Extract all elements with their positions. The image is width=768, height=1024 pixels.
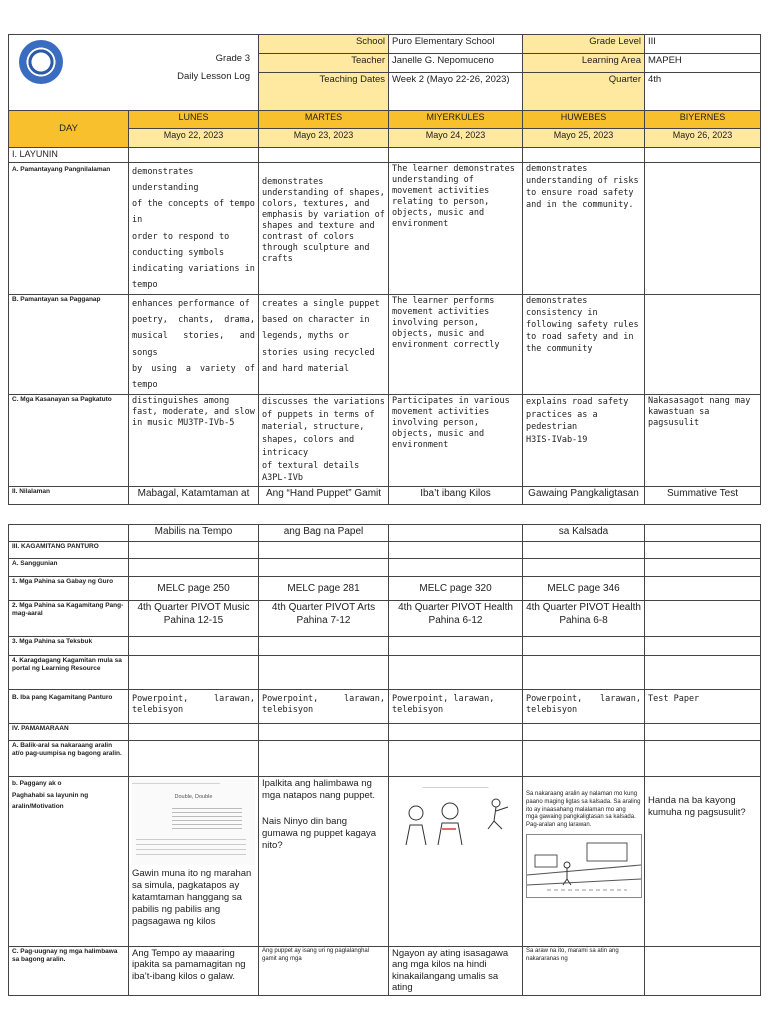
mag-aaral-lunes: 4th Quarter PIVOT Music Pahina 12-15 — [129, 601, 259, 637]
motivation-lunes — [129, 777, 259, 947]
day-date: Mayo 25, 2023 — [523, 129, 645, 148]
cell-b-huwebes — [523, 295, 645, 395]
pag-uugnay-lunes: Ang Tempo ay maaaring ipakita sa pamamagitan ng iba’t-ibang kilos o galaw. — [129, 947, 259, 996]
row-label-gabay-ng-guro: 1. Mga Pahina sa Gabay ng Guro — [9, 577, 129, 601]
nilalaman-huwebes: Gawaing Pangkaligtasan — [523, 487, 645, 505]
cell-a-huwebes — [523, 163, 645, 295]
day-date: Mayo 24, 2023 — [389, 129, 523, 148]
exercise-illustration — [392, 785, 519, 855]
day-name: LUNES — [129, 111, 259, 129]
row-label-nilalaman: II. Nilalaman — [9, 487, 129, 505]
cell-b-miyerkules — [389, 295, 523, 395]
nilalaman-miyerkules: Iba’t ibang Kilos — [389, 487, 523, 505]
grade-text: Grade 3 — [215, 53, 250, 64]
iba-lunes: Powerpoint, larawan, telebisyon — [129, 690, 259, 724]
cell-text: explains road safety practices as a pedestrian H3IS-IVab-19 — [526, 396, 629, 446]
motivation-lunes-text: Gawin muna ito ng marahan sa simula, pagkatapos ay katamtaman hanggang sa pabilis ng pabilis ang pagsagawa ng kilos — [132, 868, 252, 927]
quarter-value: 4th — [645, 73, 761, 111]
day-label: DAY — [9, 111, 129, 148]
day-name: HUWEBES — [523, 111, 645, 129]
image-line: ———————————————— — [132, 781, 220, 787]
day-date: Mayo 26, 2023 — [645, 129, 761, 148]
dates-label: Teaching Dates — [259, 73, 389, 111]
cell-text: demonstrates understanding of the concepts of tempo in order to respond to conducting symbols indicating variations in tempo — [132, 167, 255, 290]
day-date: Mayo 22, 2023 — [129, 129, 259, 148]
cell-text: discusses the variations of puppets in terms of material, structure, shapes, colors and intricacy of textural details A3PL-IVb — [262, 396, 385, 484]
cell-text: demonstrates consistency in following safety rules to road safety and in the community — [526, 296, 639, 354]
motivation-huwebes — [523, 777, 645, 947]
row-label-pamantayang-pangnilalaman: A. Pamantayang Pangnilalaman — [9, 163, 129, 295]
quarter-label: Quarter — [523, 73, 645, 111]
teacher-label: Teacher — [259, 54, 389, 73]
grade-level-value: III — [645, 35, 761, 54]
row-label-iba-pang-kagamitan: B. Iba pang Kagamitang Panturo — [9, 690, 129, 724]
day-name: MIYERKULES — [389, 111, 523, 129]
row-label-pamantayan-sa-pagganap: B. Pamantayan sa Pagganap — [9, 295, 129, 395]
row-label-sanggunian: A. Sanggunian — [9, 559, 129, 577]
cell-c-martes — [259, 394, 389, 486]
cell-c-lunes: distinguishes among fast, moderate, and slow in music MU3TP-IVb-5 — [129, 394, 259, 486]
nilalaman-martes: Ang “Hand Puppet” Gamit — [259, 487, 389, 505]
song-lines-block — [172, 805, 242, 829]
cell-text: demonstrates understanding of risks to ensure road safety and in the community. — [526, 164, 639, 210]
cell-text: Sa nakaraang aralin ay nalaman mo kung paano maging ligtas sa kalsada. Sa araling ito ay inaasahang malalaman mo ang mga gawaing pangkaligtasan sa kalsada. Pag-aralan ang larawan. — [526, 791, 641, 829]
row-label-balik-aral: A. Balik-aral sa nakaraang aralin at/o pag-uumpisa ng bagong aralin. — [9, 741, 129, 777]
cell-text: The learner demonstrates understanding of movement activities relating to person, objects, music and environment — [392, 164, 515, 230]
motivation-martes — [259, 777, 389, 947]
motivation-biyernes: Handa na ba kayong kumuha ng pagsusulit? — [645, 777, 761, 947]
mag-aaral-biyernes — [645, 601, 761, 637]
day-name: MARTES — [259, 111, 389, 129]
cell-a-biyernes — [645, 163, 761, 295]
motivation-miyerkules — [389, 777, 523, 947]
mag-aaral-martes: 4th Quarter PIVOT Arts Pahina 7-12 — [259, 601, 389, 637]
day-date: Mayo 23, 2023 — [259, 129, 389, 148]
cell-text: creates a single puppet based on character in legends, myths or stories using recycled and hard material — [262, 299, 380, 374]
section-layunin: I. LAYUNIN — [9, 148, 129, 163]
cell-c-huwebes — [523, 394, 645, 486]
section-kagamitang-panturo: III. KAGAMITANG PANTURO — [9, 542, 129, 559]
school-value: Puro Elementary School — [389, 35, 523, 54]
section-pamamaraan: IV. PAMAMARAAN — [9, 724, 129, 741]
cell-a-lunes — [129, 163, 259, 295]
row-label-pag-uugnay: C. Pag-uugnay ng mga halimbawa sa bagong aralin. — [9, 947, 129, 996]
learning-area-value: MAPEH — [645, 54, 761, 73]
instruction-lines-block — [136, 835, 246, 857]
cell-b-biyernes — [645, 295, 761, 395]
iba-biyernes: Test Paper — [645, 690, 761, 724]
iba-miyerkules: Powerpoint, larawan, telebisyon — [389, 690, 523, 724]
deped-seal-logo — [19, 40, 63, 84]
log-title: Daily Lesson Log — [177, 71, 250, 82]
children-exercise-drawing — [398, 795, 518, 855]
lesson-log-top-table — [8, 34, 761, 505]
gabay-miyerkules: MELC page 320 — [389, 577, 523, 601]
double-double-image — [132, 779, 255, 865]
martes-para-2: Nais Ninyo din bang gumawa ng puppet kagaya nito? — [262, 815, 377, 851]
cell-a-martes — [259, 163, 389, 295]
pag-uugnay-miyerkules: Ngayon ay ating isasagawa ang mga kilos na hindi kinakailangang umalis sa ating — [389, 947, 523, 996]
cell-text: b. Paggany ak o Paghahabi sa layunin ng aralin/Motivation — [12, 780, 89, 811]
row-label-paggany-ak — [9, 777, 129, 947]
nilalaman-biyernes: Summative Test — [645, 487, 761, 505]
lesson-log-bottom-table — [8, 524, 761, 996]
martes-para-1: Ipalkita ang halimbawa ng mga natapos nang puppet. — [262, 778, 376, 801]
day-name: BIYERNES — [645, 111, 761, 129]
double-double-title: Double, Double — [174, 794, 213, 801]
school-label: School — [259, 35, 389, 54]
row-label-kagamitang-pang-mag-aaral: 2. Mga Pahina sa Kagamitang Pang-mag-aaral — [9, 601, 129, 637]
gabay-lunes: MELC page 250 — [129, 577, 259, 601]
gabay-biyernes — [645, 577, 761, 601]
iba-martes: Powerpoint, larawan, telebisyon — [259, 690, 389, 724]
road-safety-illustration — [526, 834, 642, 898]
iba-huwebes: Powerpoint, larawan, telebisyon — [523, 690, 645, 724]
row-label-teksbuk: 3. Mga Pahina sa Teksbuk — [9, 637, 129, 656]
pag-uugnay-biyernes — [645, 947, 761, 996]
cell-text: The learner performs movement activities involving person, objects, music and environment correctly — [392, 296, 500, 351]
cell-text: demonstrates understanding of shapes, colors, textures, and emphasis by variation of shapes and texture and contrast of colors through sculpture and crafts — [262, 177, 385, 265]
cell-a-miyerkules — [389, 163, 523, 295]
row-label-karagdagang-kagamitan: 4. Karagdagang Kagamitan mula sa portal ng Learning Resource — [9, 656, 129, 690]
nilalaman-cont-huwebes: sa Kalsada — [523, 525, 645, 542]
teacher-value: Janelle G. Nepomuceno — [389, 54, 523, 73]
nilalaman-cont-lunes: Mabilis na Tempo — [129, 525, 259, 542]
nilalaman-cont-biyernes — [645, 525, 761, 542]
nilalaman-cont-miyerkules — [389, 525, 523, 542]
cell-text: enhances performance of poetry, chants, drama, musical stories, and songs by using a variety of tempo — [132, 299, 255, 390]
pag-uugnay-huwebes: Sa araw na ito, marami sa atin ang nakararanas ng — [523, 947, 645, 996]
mag-aaral-huwebes: 4th Quarter PIVOT Health Pahina 6-8 — [523, 601, 645, 637]
row-label-kasanayan: C. Mga Kasanayan sa Pagkatuto — [9, 394, 129, 486]
huwebes-text — [526, 791, 641, 830]
cell-b-martes — [259, 295, 389, 395]
learning-area-label: Learning Area — [523, 54, 645, 73]
nilalaman-lunes: Mabagal, Katamtaman at — [129, 487, 259, 505]
grade-level-label: Grade Level — [523, 35, 645, 54]
illustration-caption: ———————————— — [422, 785, 489, 791]
cell-c-biyernes: Nakasasagot nang may kawastuan sa pagsusulit — [645, 394, 761, 486]
mag-aaral-miyerkules: 4th Quarter PIVOT Health Pahina 6-12 — [389, 601, 523, 637]
nilalaman-cont-martes: ang Bag na Papel — [259, 525, 389, 542]
cell-c-miyerkules: Participates in various movement activities involving person, objects, music and environment — [389, 394, 523, 486]
dates-value: Week 2 (Mayo 22-26, 2023) — [389, 73, 523, 111]
header-left-block — [9, 35, 259, 111]
pag-uugnay-martes: Ang puppet ay isang uri ng paglalanghal gamit ang mga — [259, 947, 389, 996]
gabay-martes: MELC page 281 — [259, 577, 389, 601]
gabay-huwebes: MELC page 346 — [523, 577, 645, 601]
cell-b-lunes — [129, 295, 259, 395]
